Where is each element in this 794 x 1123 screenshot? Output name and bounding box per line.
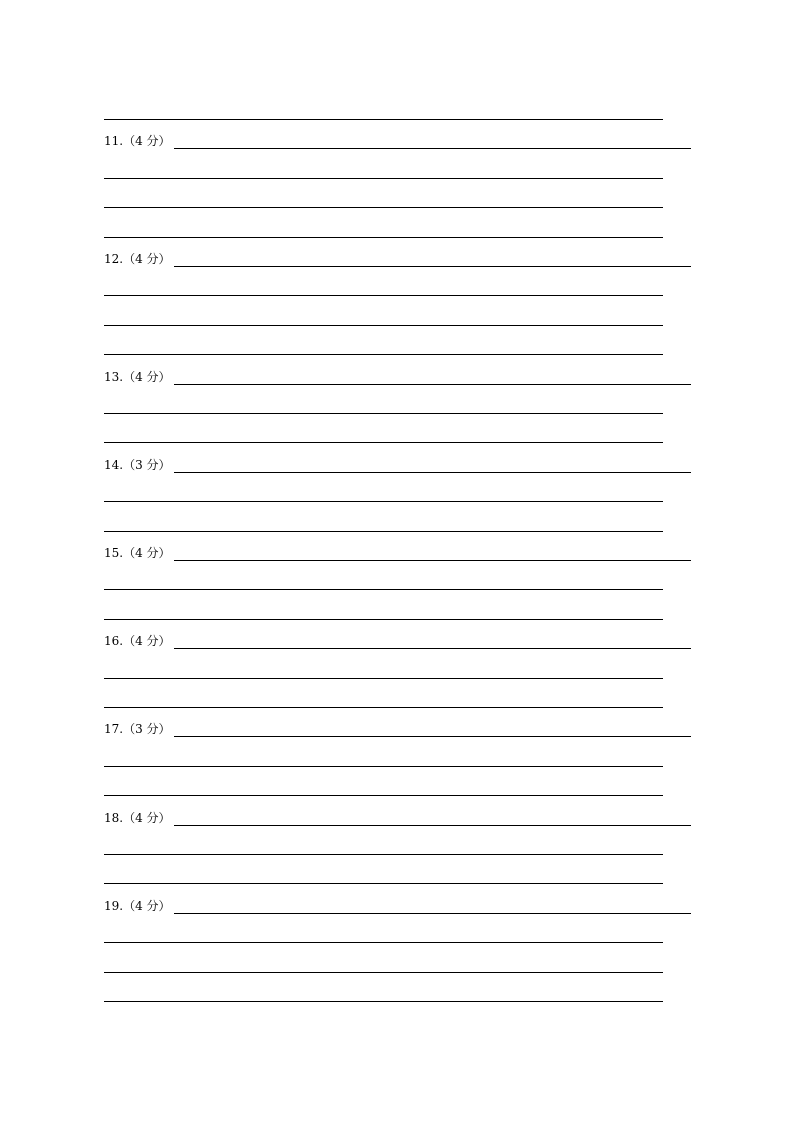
- writing-line: [104, 854, 663, 855]
- writing-line: [104, 178, 663, 179]
- writing-line: [104, 237, 663, 238]
- writing-line: [104, 325, 663, 326]
- writing-line: [104, 766, 663, 767]
- answer-line: [174, 384, 691, 385]
- writing-line: [104, 295, 663, 296]
- writing-line: [104, 354, 663, 355]
- question-label: 13.（4 分）: [104, 370, 171, 384]
- question-label: 18.（4 分）: [104, 811, 171, 825]
- answer-line: [174, 913, 691, 914]
- question-label: 11.（4 分）: [104, 134, 171, 148]
- answer-line: [174, 825, 691, 826]
- writing-line: [104, 942, 663, 943]
- writing-line: [104, 207, 663, 208]
- writing-line: [104, 589, 663, 590]
- writing-line: [104, 707, 663, 708]
- writing-line: [104, 678, 663, 679]
- question-label: 15.（4 分）: [104, 546, 171, 560]
- question-label: 12.（4 分）: [104, 252, 171, 266]
- writing-line: [104, 442, 663, 443]
- answer-line: [174, 560, 691, 561]
- answer-line: [174, 648, 691, 649]
- writing-line: [104, 413, 663, 414]
- answer-line: [174, 148, 691, 149]
- answer-line: [174, 736, 691, 737]
- writing-line: [104, 795, 663, 796]
- writing-line: [104, 972, 663, 973]
- writing-line: [104, 119, 663, 120]
- writing-line: [104, 1001, 663, 1002]
- writing-line: [104, 501, 663, 502]
- answer-line: [174, 472, 691, 473]
- question-label: 17.（3 分）: [104, 722, 171, 736]
- question-label: 19.（4 分）: [104, 899, 171, 913]
- writing-line: [104, 531, 663, 532]
- question-label: 16.（4 分）: [104, 634, 171, 648]
- question-label: 14.（3 分）: [104, 458, 171, 472]
- writing-line: [104, 883, 663, 884]
- answer-line: [174, 266, 691, 267]
- writing-line: [104, 619, 663, 620]
